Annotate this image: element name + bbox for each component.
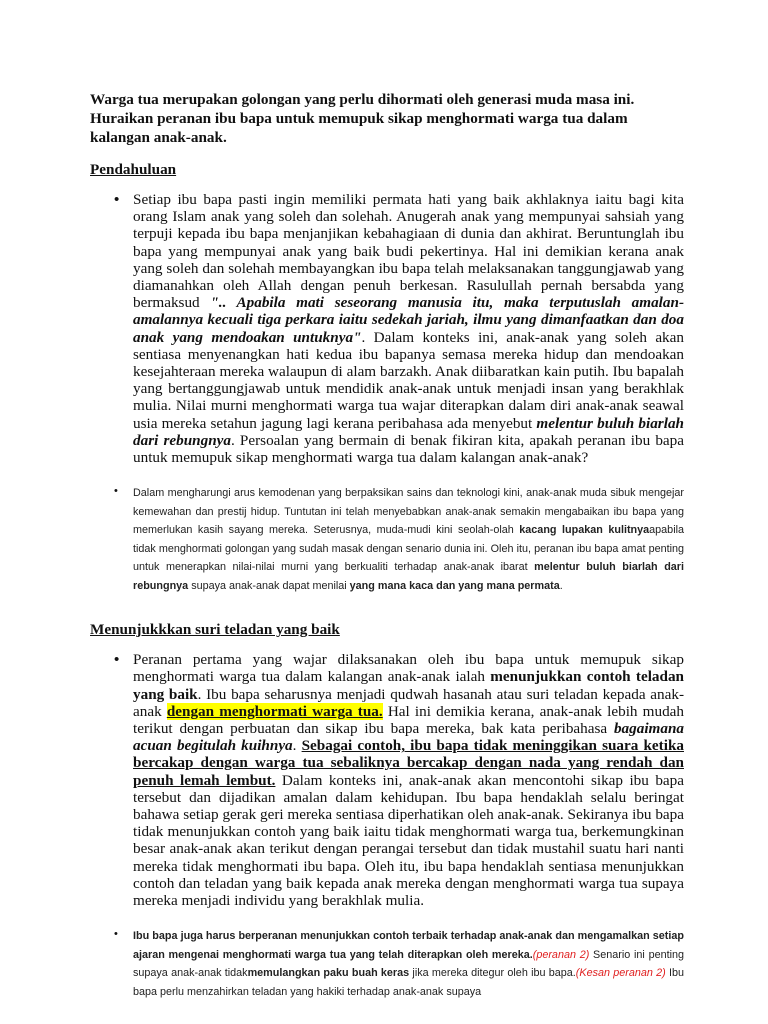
list-item (90, 484, 684, 595)
text-run: Ibu bapa perlu menzahirkan teladan yang hakiki terhadap anak-anak supaya (133, 967, 684, 998)
bullet-icon: • (114, 191, 120, 208)
text-run: supaya anak-anak dapat menilai (188, 579, 350, 592)
section-heading-suri-teladan: Menunjukkkan suri teladan yang baik (90, 621, 340, 639)
text-run: apabila tidak menghormati golongan yang sudah masak dengan senario dunia ini. Oleh itu, peranan ibu bapa amat penting untuk menerapkan nilai-nilai murni yang berkualiti terhadap anak-anak ibarat (133, 524, 684, 574)
essay-title: Warga tua merupakan golongan yang perlu dihormati oleh generasi muda masa ini. Huraikan peranan ibu bapa untuk memupuk sikap menghormati warga tua dalam kalangan anak-anak. (90, 91, 635, 146)
proverb: melentur buluh biarlah dari rebungnya (133, 561, 684, 592)
list-item (90, 191, 684, 466)
note-label: (peranan 2) (532, 948, 590, 961)
text-run: Peranan pertama yang wajar dilaksanakan oleh ibu bapa untuk memupuk sikap menghormati warga tua dalam kalangan anak-anak ialah (133, 651, 684, 686)
text-run: . Ibu bapa seharusnya menjadi qudwah hasanah atau suri teladan kepada anak-anak (133, 685, 685, 720)
proverb: kacang lupakan kulitnya (519, 524, 650, 537)
hadith-quote: ".. Apabila mati seseorang manusia itu, maka terputuslah amalan-amalannya kecuali tiga perkara iaitu sedekah jariah, ilmu yang dimanfaatkan dan doa anak yang mendoakan untuknya" (133, 294, 685, 346)
proverb: memulangkan paku buah keras (247, 967, 410, 980)
note-label: (Kesan peranan 2) (575, 967, 666, 980)
paragraph-intro (133, 191, 684, 466)
text-run: Dalam konteks ini, anak-anak akan mencontohi sikap ibu bapa tersebut dan dijadikan amalan dalam kehidupan. Ibu bapa hendaklah selalu beringat bahawa setiap gerak geri mereka sentiasa diperhatikan oleh anak-anak. Sekiranya ibu bapa tidak menunjukkan contoh yang baik iaitu tidak menghormati warga tua, berkemungkinan besar anak-anak akan terikut dengan perangai tersebut dan tidak mustahil suatu hari nanti mereka tidak menghormati ibu bapa. Oleh itu, ibu bapa hendaklah sentiasa menunjukkan contoh dan teladan yang baik kepada anak mereka dengan menghormati warga tua supaya mereka menjadi individu yang berakhlak mulia. (133, 771, 684, 910)
proverb: melentur buluh biarlah dari rebungnya (133, 414, 684, 449)
paragraph-role-1 (133, 651, 684, 909)
text-run: . Dalam konteks ini, anak-anak yang soleh akan sentiasa menyenangkan hati kedua ibu bapanya semasa mereka hidup dan mendoakan kesejahteraan mereka walaupun di alam barzakh. Anak diibaratkan kain putih. Ibu bapalah yang bertanggungjawab untuk mendidik anak-anak untuk menjadi insan yang berakhlak mulia. Nilai murni menghormati warga tua wajar diterapkan dalam diri anak-anak seawal usia mereka setahun jagung lagi kerana peribahasa ada menyebut (133, 328, 684, 432)
section-heading-pendahuluan: Pendahuluan (90, 161, 177, 178)
bullet-icon: • (114, 485, 118, 498)
paragraph-role-2 (133, 927, 684, 1001)
proverb: bagaimana acuan begitulah kuihnya (133, 720, 684, 755)
example-text: Sebagai contoh, ibu bapa tidak meninggikan suara ketika bercakap dengan warga tua sebaliknya bercakap dengan nada yang rendah dan penuh lemah lembut. (133, 737, 684, 789)
highlighted-text: dengan menghormati warga tua. (166, 702, 383, 720)
text-run: . (292, 737, 302, 755)
list-item (90, 651, 684, 909)
text-run: . (559, 579, 563, 592)
paragraph-intro-2 (133, 484, 684, 595)
list-item (90, 927, 684, 1001)
text-run: Setiap ibu bapa pasti ingin memiliki permata hati yang baik akhlaknya iaitu bagi kita orang Islam anak yang soleh dan solehah. Anugerah anak yang mempunyai sahsiah yang terpuji kepada ibu bapa menjanjikan kebahagiaan di dunia dan akhirat. Beruntunglah ibu bapa yang mempunyai anak yang baik budi pekertinya. Hal ini demikian kerana anak yang soleh dan solehah membayangkan ibu bapa telah melaksanakan tanggungjawab yang diamanahkan oleh Allah dengan penuh berkesan. Rasulullah pernah bersabda yang bermaksud (133, 191, 684, 312)
key-point: Ibu bapa juga harus berperanan menunjukkan contoh terbaik terhadap anak-anak dan mengamalkan setiap ajaran mengenai menghormati warga tua yang telah diterapkan oleh mereka. (133, 930, 684, 961)
bullet-icon: • (114, 651, 120, 669)
text-run: . Persoalan yang bermain di benak fikiran kita, apakah peranan ibu bapa untuk memupuk sikap menghormati warga tua dalam kalangan anak-anak? (133, 431, 684, 467)
key-point: menunjukkan contoh teladan yang baik (133, 668, 684, 703)
text-run: Senario ini penting supaya anak-anak tidak (133, 948, 684, 980)
text-run: Dalam mengharungi arus kemodenan yang berpaksikan sains dan teknologi kini, anak-anak muda sibuk mengejar kemewahan dan prestij hidup. Tuntutan ini telah menyebabkan anak-anak semakin mengabaikan ibu bapa yang memerlukan kasih sayang mereka. Seterusnya, muda-mudi kini seolah-olah (133, 487, 684, 537)
text-run: Hal ini demikia kerana, anak-anak lebih mudah terikut dengan perbuatan dan sikap ibu bapa mereka, bak kata peribahasa (133, 702, 685, 738)
text-run: jika mereka ditegur oleh ibu bapa. (409, 967, 576, 980)
proverb: yang mana kaca dan yang mana permata (349, 579, 560, 592)
bullet-icon: • (114, 928, 118, 941)
